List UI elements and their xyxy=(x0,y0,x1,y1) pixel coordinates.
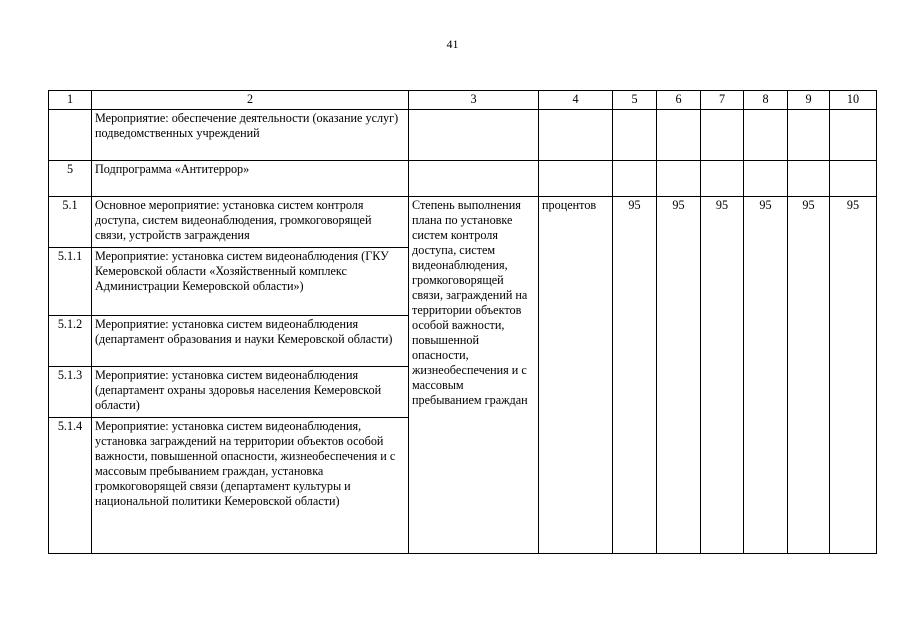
header-col-3: 3 xyxy=(409,91,539,110)
indicators-table xyxy=(48,90,877,554)
empty-cell xyxy=(830,161,877,197)
row-name: Подпрограмма «Антитеррор» xyxy=(92,161,409,197)
empty-cell xyxy=(701,110,744,161)
row-number xyxy=(49,110,92,161)
row-name: Мероприятие: установка систем видеонаблюдения (департамент образования и науки Кемеровской области) xyxy=(92,316,409,367)
header-col-1: 1 xyxy=(49,91,92,110)
empty-cell xyxy=(744,110,788,161)
empty-cell xyxy=(788,161,830,197)
indicator-cell: Степень выполнения плана по установке систем контроля доступа, систем видеонаблюдения, громкоговорящей связи, заграждений на территории объектов особой важности, повышенной опасности, жизнеобеспечения и с массовым пребыванием граждан xyxy=(409,197,539,554)
value-cell: 95 xyxy=(788,197,830,554)
row-name: Основное мероприятие: установка систем контроля доступа, систем видеонаблюдения, громкоговорящей связи, устройств заграждения xyxy=(92,197,409,248)
empty-cell xyxy=(830,110,877,161)
empty-cell xyxy=(539,110,613,161)
empty-cell xyxy=(409,110,539,161)
value-cell: 95 xyxy=(613,197,657,554)
value-cell: 95 xyxy=(830,197,877,554)
row-name: Мероприятие: установка систем видеонаблюдения (департамент охраны здоровья населения Кемеровской области) xyxy=(92,367,409,418)
empty-cell xyxy=(701,161,744,197)
header-col-5: 5 xyxy=(613,91,657,110)
row-number: 5 xyxy=(49,161,92,197)
empty-cell xyxy=(409,161,539,197)
row-number: 5.1.3 xyxy=(49,367,92,418)
empty-cell xyxy=(657,110,701,161)
page-number: 41 xyxy=(446,37,459,51)
header-col-2: 2 xyxy=(92,91,409,110)
row-number: 5.1 xyxy=(49,197,92,248)
value-cell: 95 xyxy=(657,197,701,554)
empty-cell xyxy=(657,161,701,197)
header-col-8: 8 xyxy=(744,91,788,110)
row-name: Мероприятие: установка систем видеонаблюдения (ГКУ Кемеровской области «Хозяйственный комплекс Администрации Кемеровской области») xyxy=(92,248,409,316)
header-col-9: 9 xyxy=(788,91,830,110)
row-number: 5.1.2 xyxy=(49,316,92,367)
header-col-7: 7 xyxy=(701,91,744,110)
empty-cell xyxy=(744,161,788,197)
table-row-main-activity xyxy=(49,197,877,248)
unit-cell: процентов xyxy=(539,197,613,554)
value-cell: 95 xyxy=(701,197,744,554)
empty-cell xyxy=(613,110,657,161)
row-name: Мероприятие: установка систем видеонаблюдения, установка заграждений на территории объектов особой важности, повышенной опасности, жизнеобеспечения и с массовым пребыванием граждан, установка громкоговорящей связи (департамент культуры и национальной политики Кемеровской области) xyxy=(92,418,409,554)
header-col-6: 6 xyxy=(657,91,701,110)
row-number: 5.1.4 xyxy=(49,418,92,554)
header-col-10: 10 xyxy=(830,91,877,110)
header-col-4: 4 xyxy=(539,91,613,110)
empty-cell xyxy=(613,161,657,197)
value-cell: 95 xyxy=(744,197,788,554)
table-row-activity xyxy=(49,110,877,161)
row-name: Мероприятие: обеспечение деятельности (оказание услуг) подведомственных учреждений xyxy=(92,110,409,161)
empty-cell xyxy=(788,110,830,161)
empty-cell xyxy=(539,161,613,197)
header-row xyxy=(49,91,877,110)
table-row-subprogram xyxy=(49,161,877,197)
row-number: 5.1.1 xyxy=(49,248,92,316)
